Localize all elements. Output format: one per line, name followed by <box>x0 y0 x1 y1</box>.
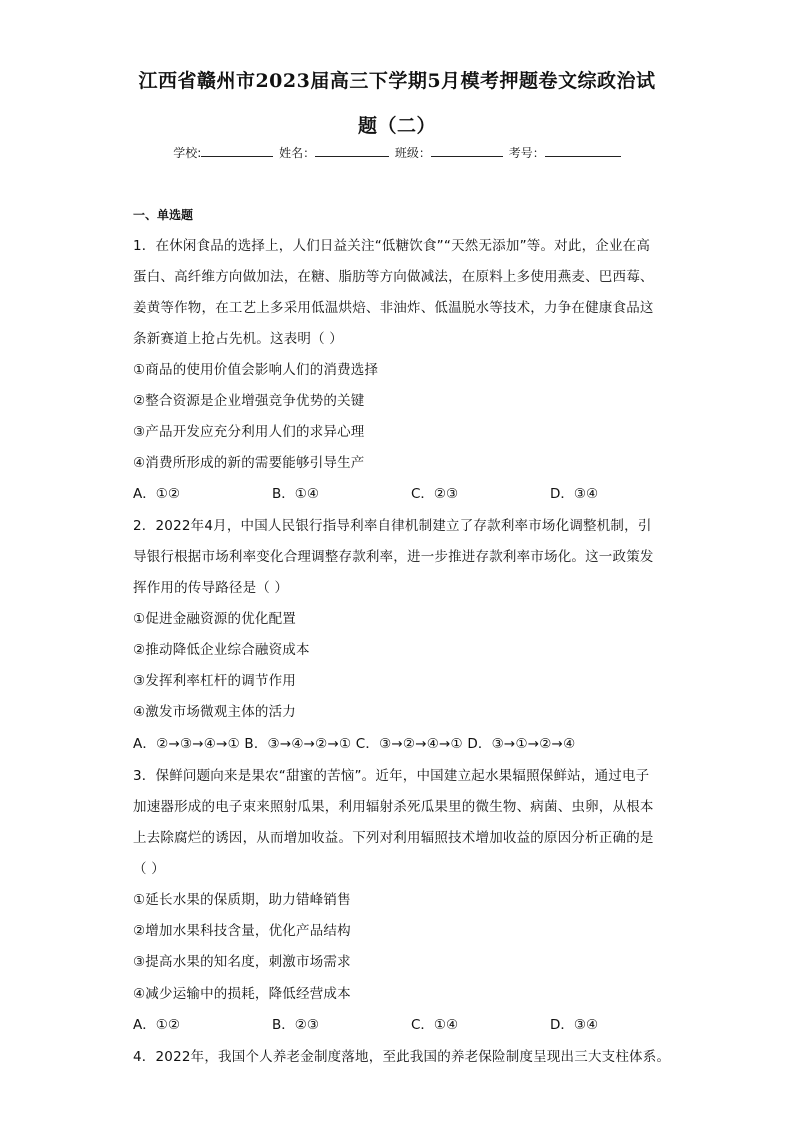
q4-line: 4．2022年，我国个人养老金制度落地，至此我国的养老保险制度呈现出三大支柱体系。 <box>133 1049 671 1065</box>
q3-item: ①延长水果的保质期，助力错峰销售 <box>133 892 351 908</box>
school-label: 学校: <box>173 146 202 160</box>
student-info-row <box>0 144 794 161</box>
q3-line: 加速器形成的电子束来照射瓜果，利用辐射杀死瓜果里的微生物、病菌、虫卵，从根本 <box>133 799 654 815</box>
q2-item: ①促进金融资源的优化配置 <box>133 611 297 627</box>
q1-option-d[interactable]: D．③④ <box>550 486 599 502</box>
q2-options[interactable]: A．②→③→④→① B．③→④→②→① C．③→②→④→① D．③→①→②→④ <box>133 736 576 752</box>
exam-no-label: 考号： <box>508 146 545 160</box>
class-blank[interactable] <box>431 144 503 157</box>
q3-line: 上去除腐烂的诱因，从而增加收益。下列对利用辐照技术增加收益的原因分析正确的是 <box>133 830 654 846</box>
q1-line: 蛋白、高纤维方向做加法，在糖、脂肪等方向做减法，在原料上多使用燕麦、巴西莓、 <box>133 269 654 285</box>
q1-option-a[interactable]: A．①② <box>133 486 180 502</box>
q1-line: 1．在休闲食品的选择上，人们日益关注“低糖饮食”“天然无添加”等。对此，企业在高 <box>133 238 651 254</box>
q3-item: ②增加水果科技含量，优化产品结构 <box>133 923 351 939</box>
exam-no-blank[interactable] <box>545 144 621 157</box>
q2-line: 2．2022年4月，中国人民银行指导利率自律机制建立了存款利率市场化调整机制，引 <box>133 518 652 534</box>
q2-item: ②推动降低企业综合融资成本 <box>133 642 310 658</box>
q1-line: 姜黄等作物，在工艺上多采用低温烘焙、非油炸、低温脱水等技术，力争在健康食品这 <box>133 300 654 316</box>
q2-line: 导银行根据市场利率变化合理调整存款利率，进一步推进存款利率市场化。这一政策发 <box>133 549 654 565</box>
q3-option-d[interactable]: D．③④ <box>550 1017 599 1033</box>
q3-item: ④减少运输中的损耗，降低经营成本 <box>133 986 351 1002</box>
q2-item: ③发挥利率杠杆的调节作用 <box>133 673 297 689</box>
q1-item: ③产品开发应充分利用人们的求异心理 <box>133 424 365 440</box>
document-title-line2: 题（二） <box>357 115 436 137</box>
q3-line: （ ） <box>133 861 165 877</box>
school-blank[interactable] <box>201 144 273 157</box>
q3-line: 3．保鲜问题向来是果农“甜蜜的苦恼”。近年，中国建立起水果辐照保鲜站，通过电子 <box>133 768 650 784</box>
q1-item: ②整合资源是企业增强竞争优势的关键 <box>133 393 365 409</box>
q3-option-a[interactable]: A．①② <box>133 1017 180 1033</box>
q1-item: ④消费所形成的新的需要能够引导生产 <box>133 455 365 471</box>
q2-line: 挥作用的传导路径是（ ） <box>133 580 289 596</box>
q1-line: 条新赛道上抢占先机。这表明（ ） <box>133 331 343 347</box>
q3-option-c[interactable]: C．①④ <box>411 1017 459 1033</box>
class-label: 班级： <box>394 146 431 160</box>
document-title-line1: 江西省赣州市2023届高三下学期5月模考押题卷文综政治试 <box>138 70 656 92</box>
q1-option-c[interactable]: C．②③ <box>411 486 459 502</box>
q3-option-b[interactable]: B．②③ <box>272 1017 319 1033</box>
q1-option-b[interactable]: B．①④ <box>272 486 319 502</box>
name-label: 姓名： <box>279 146 316 160</box>
section-heading: 一、单选题 <box>133 208 194 222</box>
q1-item: ①商品的使用价值会影响人们的消费选择 <box>133 362 379 378</box>
q3-item: ③提高水果的知名度，刺激市场需求 <box>133 954 351 970</box>
name-blank[interactable] <box>315 144 389 157</box>
q2-item: ④激发市场微观主体的活力 <box>133 704 297 720</box>
